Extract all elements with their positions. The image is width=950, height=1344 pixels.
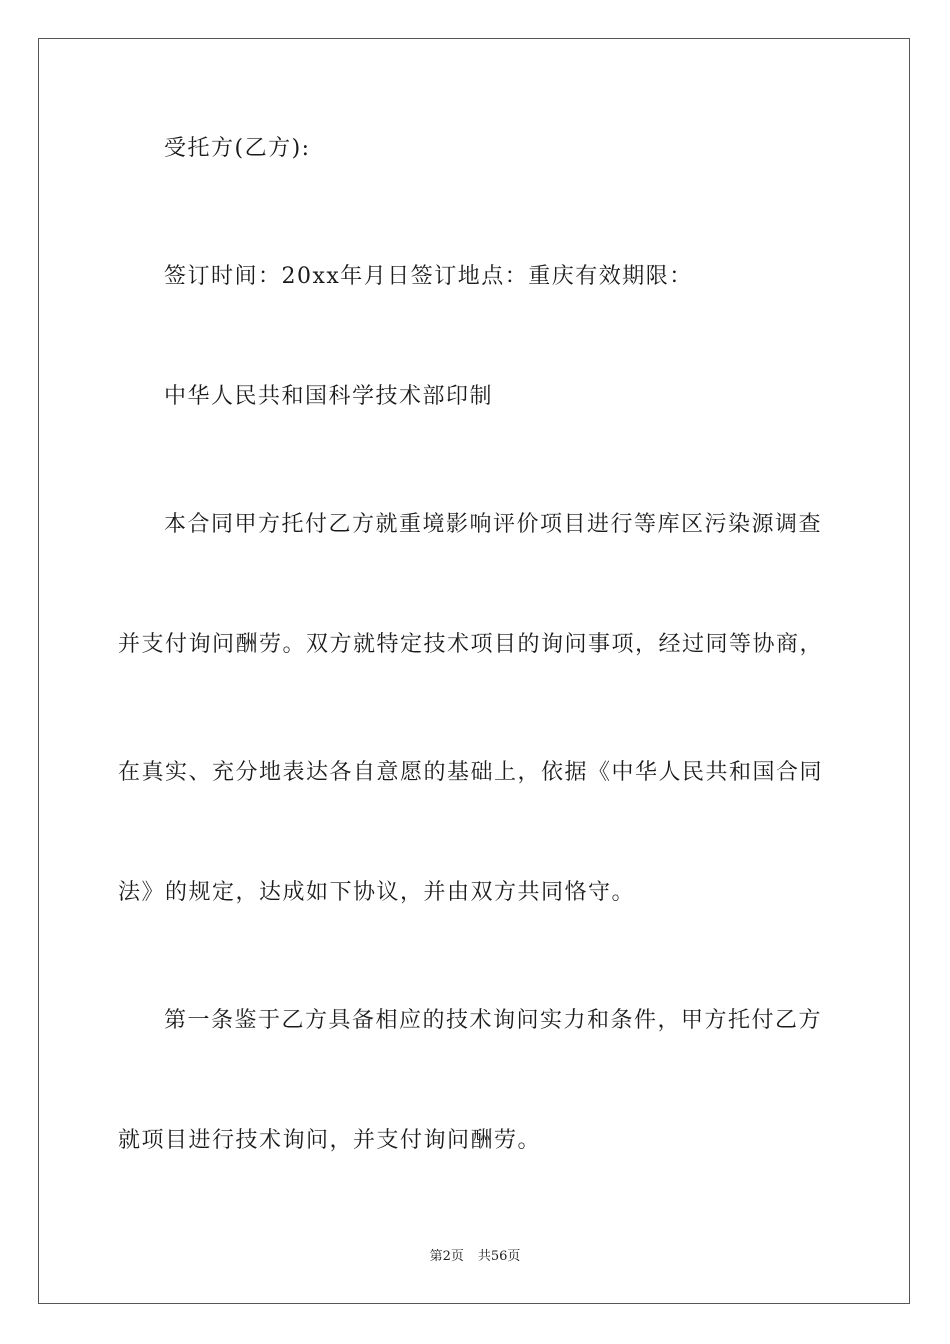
page-footer [0, 1248, 950, 1266]
paragraph-line-7: 法》的规定，达成如下协议，并由双方共同恪守。 [118, 880, 636, 905]
paragraph-line-1: 受托方(乙方): [164, 136, 311, 161]
page-border [38, 38, 910, 1304]
page-number: 第2页 [429, 1249, 464, 1264]
paragraph-line-4: 本合同甲方托付乙方就重境影响评价项目进行等库区污染源调查 [164, 512, 823, 537]
paragraph-line-2: 签订时间：20xx年月日签订地点：重庆有效期限： [164, 264, 693, 289]
paragraph-line-5: 并支付询问酬劳。双方就特定技术项目的询问事项，经过同等协商， [118, 632, 824, 657]
paragraph-line-9: 就项目进行技术询问，并支付询问酬劳。 [118, 1128, 542, 1153]
paragraph-line-8: 第一条鉴于乙方具备相应的技术询问实力和条件，甲方托付乙方 [164, 1008, 823, 1033]
total-pages: 共56页 [477, 1249, 521, 1264]
paragraph-line-6: 在真实、充分地表达各自意愿的基础上，依据《中华人民共和国合同 [118, 760, 824, 785]
paragraph-line-3: 中华人民共和国科学技术部印制 [164, 384, 494, 409]
